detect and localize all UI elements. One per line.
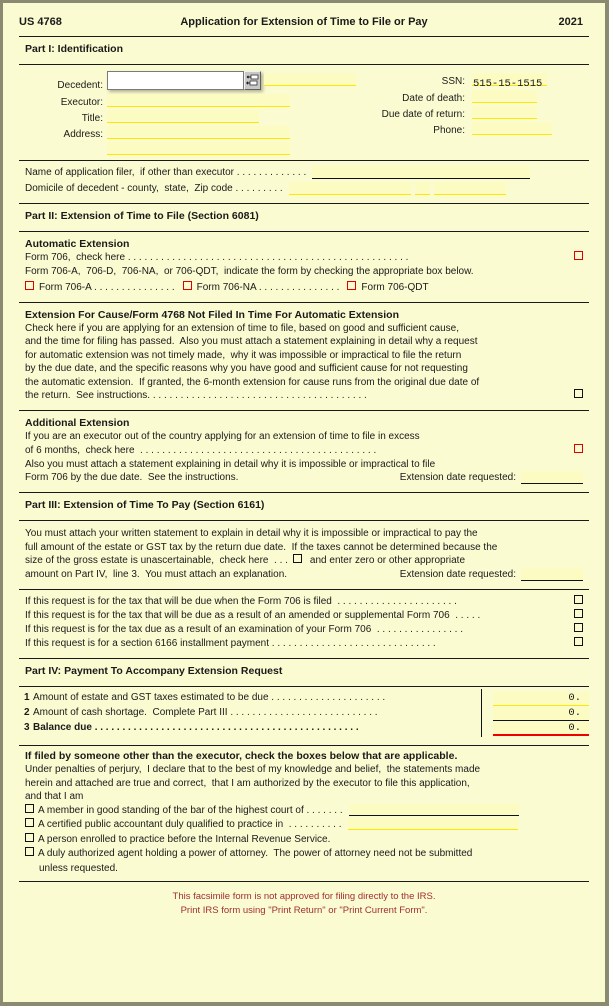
extension-for-cause-checkbox[interactable] bbox=[574, 389, 583, 398]
date-of-death-field[interactable] bbox=[472, 90, 537, 103]
domicile-zip-field[interactable] bbox=[434, 182, 506, 195]
request-type-section bbox=[19, 590, 589, 655]
filer-row bbox=[25, 166, 589, 180]
table-row bbox=[19, 722, 589, 737]
due-date-of-return-label: Due date of return: bbox=[381, 109, 465, 120]
form-706-check-label: Form 706, check here . . . . . . . . . . . . . . . . . . . . . . . . . . . . . . . . . . . . . . . . . . . . . . . . . . . bbox=[25, 252, 409, 263]
domicile-row bbox=[25, 182, 589, 196]
part3-extension-date-value bbox=[521, 569, 522, 581]
bar-member-value bbox=[349, 805, 350, 817]
ssn-label: SSN: bbox=[441, 76, 465, 87]
form-number: US 4768 bbox=[19, 16, 62, 28]
phone-label-row bbox=[359, 122, 469, 137]
bar-member-label: A member in good standing of the bar of the highest court of . . . . . . . bbox=[38, 804, 343, 816]
declaration-line: and that I am bbox=[25, 791, 84, 802]
request-706-filed-checkbox[interactable] bbox=[574, 595, 583, 604]
row-number: 3 bbox=[24, 722, 30, 733]
part3-extension-date-field[interactable] bbox=[521, 568, 583, 581]
signature-heading: If filed by someone other than the executor, check the boxes below that are applicable. bbox=[25, 750, 458, 762]
part-3-heading: Part III: Extension of Time To Pay (Section 6161) bbox=[25, 499, 265, 511]
part3-line-4: amount on Part IV, line 3. You must attach an explanation. bbox=[25, 569, 288, 580]
cause-line: Check here if you are applying for an extension of time to file, based on good and sufficient cause, bbox=[25, 322, 459, 334]
row-description: Balance due . . . . . . . . . . . . . . . . . . . . . . . . . . . . . . . . . . . . . . . . . . . . . . . . bbox=[33, 722, 359, 733]
table-row bbox=[19, 707, 589, 722]
enrolled-agent-checkbox[interactable] bbox=[25, 833, 34, 842]
row-number: 1 bbox=[24, 692, 30, 703]
ssn-value: 515-15-1515 bbox=[473, 78, 543, 90]
title-field[interactable] bbox=[107, 110, 259, 123]
form-706-na-label: Form 706-NA . . . . . . . . . . . . . . . bbox=[196, 281, 340, 293]
estate-gst-amount-value: 0. bbox=[568, 692, 581, 704]
filer-domicile-block bbox=[19, 161, 589, 200]
table-row bbox=[19, 692, 589, 707]
request-label: If this request is for the tax that will be due as a result of an amended or supplemental Form 706 . . . . . bbox=[25, 610, 481, 621]
executor-label: Executor: bbox=[60, 97, 103, 108]
balance-due-amount-field[interactable] bbox=[493, 722, 589, 736]
form-706-a-checkbox[interactable] bbox=[25, 281, 34, 290]
part-3-body bbox=[19, 521, 589, 586]
form-footer bbox=[19, 882, 589, 918]
title-label: Title: bbox=[81, 113, 103, 124]
part3-date-label: Extension date requested: bbox=[399, 569, 516, 580]
filer-value bbox=[312, 167, 313, 179]
ssn-label-row bbox=[359, 73, 469, 88]
additional-check-row bbox=[25, 444, 589, 458]
additional-extension-date-value bbox=[521, 472, 522, 484]
domicile-county-field[interactable] bbox=[289, 182, 411, 195]
identification-block bbox=[19, 65, 589, 157]
additional-extension-date-field[interactable] bbox=[521, 471, 583, 484]
row-description: Amount of cash shortage. Complete Part III . . . . . . . . . . . . . . . . . . . . . . . . . . . bbox=[33, 707, 378, 718]
part3-line: You must attach your written statement to explain in detail why it is impossible or impractical to pay the bbox=[25, 528, 478, 539]
form-inner bbox=[3, 3, 605, 918]
extension-for-cause-subhead: Extension For Cause/Form 4768 Not Filed In Time For Automatic Extension bbox=[25, 308, 399, 321]
signer-option-row bbox=[25, 847, 589, 862]
phone-value bbox=[472, 127, 473, 139]
unascertainable-label: size of the gross estate is unascertainable, check here . . . bbox=[25, 555, 288, 566]
power-of-attorney-continuation: unless requested. bbox=[39, 862, 118, 874]
request-examination-checkbox[interactable] bbox=[574, 623, 583, 632]
cause-line: the automatic extension. If granted, the 6-month extension for cause runs from the original due date of bbox=[25, 376, 480, 388]
part-1-heading: Part I: Identification bbox=[25, 43, 124, 55]
extension-for-cause-section bbox=[19, 303, 589, 408]
unascertainable-suffix: and enter zero or other appropriate bbox=[309, 555, 466, 566]
domicile-county-value bbox=[289, 183, 290, 195]
form-header bbox=[19, 3, 589, 33]
cpa-field[interactable] bbox=[348, 818, 518, 830]
cause-line: and the time for filing has passed. Also you must attach a statement explaining in detail why a request bbox=[25, 336, 478, 347]
filer-field[interactable] bbox=[312, 166, 530, 179]
address-label-row bbox=[25, 126, 107, 141]
additional-check-label: of 6 months, check here . . . . . . . . . . . . . . . . . . . . . . . . . . . . . . . . . . . . . . . . . . . bbox=[25, 444, 377, 456]
automatic-extension-section bbox=[19, 232, 589, 299]
amount-column-divider bbox=[481, 689, 482, 737]
address-label: Address: bbox=[63, 129, 103, 140]
signer-option-row bbox=[25, 804, 589, 819]
request-label: If this request is for a section 6166 installment payment . . . . . . . . . . . . . . . . . . . . . . . . . . . . . . bbox=[25, 638, 436, 649]
decedent-label-row bbox=[25, 77, 107, 92]
due-date-of-return-field[interactable] bbox=[472, 106, 537, 119]
additional-extension-checkbox[interactable] bbox=[574, 444, 583, 453]
domicile-zip-value bbox=[434, 183, 435, 195]
cause-check-row bbox=[25, 389, 589, 403]
page-title: Application for Extension of Time to File or Pay bbox=[180, 16, 428, 28]
cash-shortage-amount-value: 0. bbox=[568, 707, 581, 719]
domicile-state-value bbox=[415, 183, 416, 195]
domicile-state-field[interactable] bbox=[415, 182, 430, 195]
request-6166-checkbox[interactable] bbox=[574, 637, 583, 646]
link-transfer-glyph bbox=[246, 74, 259, 87]
signature-section bbox=[19, 746, 589, 875]
filer-label: Name of application filer, if other than executor . . . . . . . . . . . . . bbox=[25, 167, 307, 178]
phone-field[interactable] bbox=[472, 122, 552, 135]
declaration-line: Under penalties of perjury, I declare that to the best of my knowledge and belief, the statements made bbox=[25, 764, 481, 775]
date-of-death-label-row bbox=[359, 90, 469, 105]
part3-date-row bbox=[25, 568, 589, 582]
enrolled-agent-label: A person enrolled to practice before the Internal Revenue Service. bbox=[38, 833, 331, 845]
payment-table bbox=[19, 687, 589, 742]
form-706-check-row bbox=[25, 251, 589, 265]
additional-line-3: Also you must attach a statement explaining in detail why it is impossible or impractical to file bbox=[25, 458, 436, 470]
power-of-attorney-label: A duly authorized agent holding a power of attorney. The power of attorney need not be submitted bbox=[38, 848, 473, 859]
bar-member-checkbox[interactable] bbox=[25, 804, 34, 813]
decedent-label: Decedent: bbox=[57, 80, 103, 91]
request-row bbox=[25, 595, 589, 609]
request-row bbox=[25, 637, 589, 651]
additional-date-row bbox=[25, 471, 589, 485]
executor-field[interactable] bbox=[107, 94, 290, 107]
cpa-label: A certified public accountant duly qualified to practice in . . . . . . . . . . bbox=[38, 819, 342, 830]
ssn-field[interactable] bbox=[472, 73, 547, 90]
form-706-a-label: Form 706-A . . . . . . . . . . . . . . . bbox=[39, 281, 175, 293]
cause-check-label: the return. See instructions. . . . . . . . . . . . . . . . . . . . . . . . . . . . . . . . . . . . . . . . bbox=[25, 390, 367, 401]
address-value-2 bbox=[107, 147, 108, 159]
automatic-extension-note: Form 706-A, 706-D, 706-NA, or 706-QDT, indicate the form by checking the appropriate box below. bbox=[25, 266, 474, 277]
form-706-qdt-checkbox[interactable] bbox=[347, 281, 356, 290]
additional-extension-section bbox=[19, 411, 589, 489]
request-label: If this request is for the tax due as a result of an examination of your Form 706 . . . . . . . . . . . . . . . . bbox=[25, 624, 463, 635]
form-706-na-checkbox[interactable] bbox=[183, 281, 192, 290]
footer-line-2: Print IRS form using "Print Return" or "Print Current Form". bbox=[180, 905, 428, 916]
estate-gst-amount-field[interactable] bbox=[493, 692, 589, 706]
date-of-death-label: Date of death: bbox=[402, 93, 465, 104]
balance-due-amount-value: 0. bbox=[568, 722, 581, 734]
request-label: If this request is for the tax that will be due when the Form 706 is filed . . . . . . . . . . . . . . . . . . . . . . bbox=[25, 596, 457, 607]
address-field-line2[interactable] bbox=[107, 142, 290, 155]
declaration-line: herein and attached are true and correct, that I am authorized by the executor to file this application, bbox=[25, 777, 470, 789]
cash-shortage-amount-field[interactable] bbox=[493, 707, 589, 721]
request-amended-checkbox[interactable] bbox=[574, 609, 583, 618]
additional-date-label: Extension date requested: bbox=[399, 472, 516, 483]
request-row bbox=[25, 623, 589, 637]
unascertainable-checkbox[interactable] bbox=[293, 554, 302, 563]
link-transfer-icon[interactable] bbox=[244, 71, 261, 90]
due-date-label-row bbox=[349, 106, 469, 121]
additional-extension-subhead: Additional Extension bbox=[25, 417, 130, 429]
executor-label-row bbox=[25, 94, 107, 109]
decedent-input[interactable] bbox=[107, 71, 244, 90]
part-4-heading: Part IV: Payment To Accompany Extension Request bbox=[25, 665, 283, 677]
part3-line: full amount of the estate or GST tax by the return due date. If the taxes cannot be determined because the bbox=[25, 541, 498, 553]
cpa-checkbox[interactable] bbox=[25, 818, 34, 827]
bar-member-field[interactable] bbox=[349, 804, 519, 816]
form-706-checkbox[interactable] bbox=[574, 251, 583, 260]
form-variant-options-row bbox=[25, 281, 589, 295]
automatic-extension-subhead: Automatic Extension bbox=[25, 238, 130, 250]
cause-line: for automatic extension was not timely made, why it was impossible or impractical to file the return bbox=[25, 349, 462, 361]
decedent-value-field[interactable] bbox=[264, 73, 356, 86]
phone-label: Phone: bbox=[433, 125, 465, 136]
cause-line: by the due date, and the specific reasons why you have good and sufficient cause for not requesting bbox=[25, 363, 468, 374]
row-description: Amount of estate and GST taxes estimated to be due . . . . . . . . . . . . . . . . . . . . . bbox=[33, 692, 386, 703]
power-of-attorney-checkbox[interactable] bbox=[25, 847, 34, 856]
additional-line-1: If you are an executor out of the country applying for an extension of time to file in excess bbox=[25, 431, 420, 442]
additional-line-4: Form 706 by the due date. See the instructions. bbox=[25, 472, 239, 483]
unascertainable-row bbox=[25, 554, 589, 568]
footer-line-1: This facsimile form is not approved for filing directly to the IRS. bbox=[172, 891, 436, 902]
part-2-heading: Part II: Extension of Time to File (Section 6081) bbox=[25, 210, 259, 222]
cpa-value bbox=[348, 819, 349, 831]
tax-year: 2021 bbox=[558, 16, 583, 28]
title-label-row bbox=[25, 110, 107, 125]
decedent-value bbox=[264, 78, 265, 90]
row-number: 2 bbox=[24, 707, 30, 718]
request-row bbox=[25, 609, 589, 623]
signer-option-row bbox=[25, 818, 589, 833]
signer-option-row bbox=[25, 833, 589, 848]
address-field-line1[interactable] bbox=[107, 126, 290, 139]
form-706-qdt-label: Form 706-QDT bbox=[361, 281, 429, 293]
domicile-label: Domicile of decedent - county, state, Zip code . . . . . . . . . bbox=[25, 183, 283, 194]
